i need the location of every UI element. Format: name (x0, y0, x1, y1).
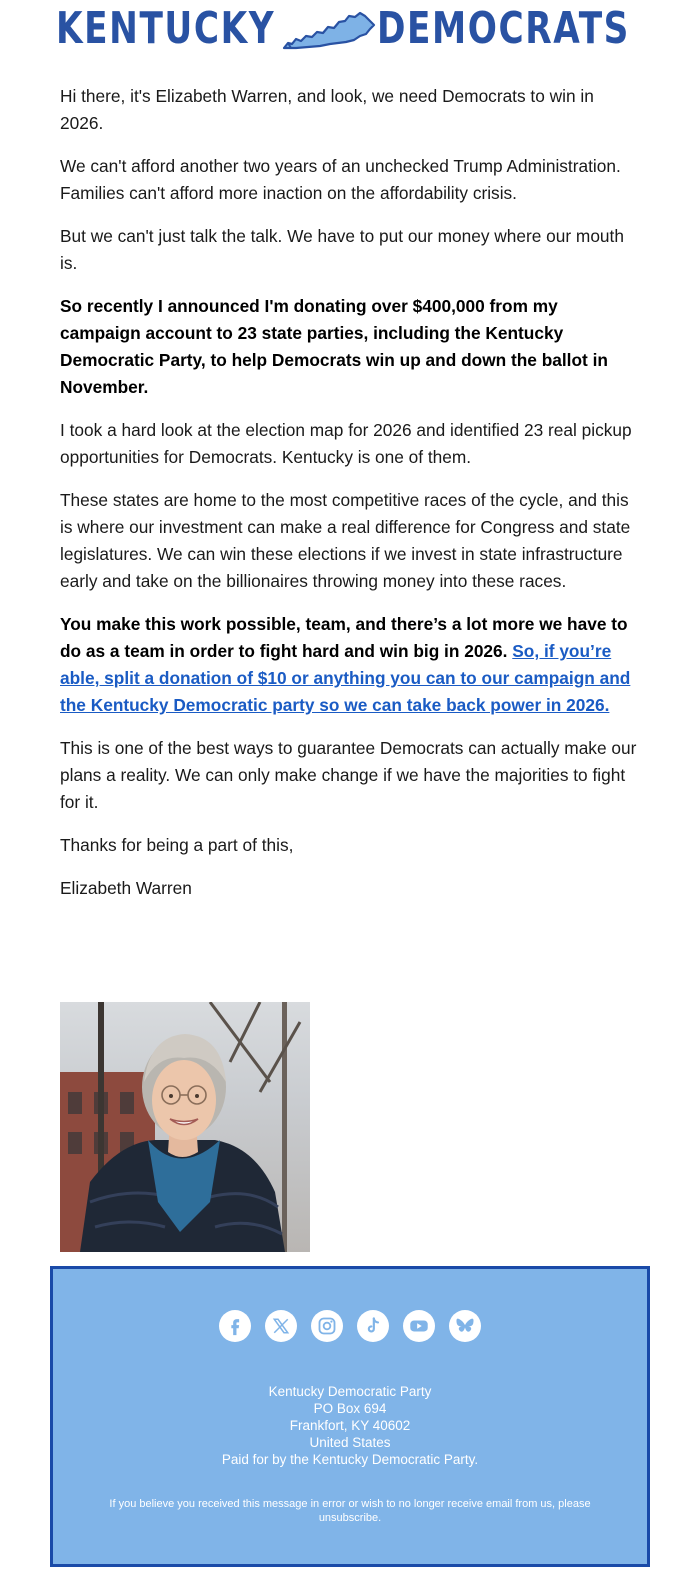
portrait-illustration (60, 1002, 310, 1252)
tiktok-icon[interactable] (357, 1310, 389, 1342)
call-to-action-text: You make this work possible, team, and there’s a lot more we have to do as a team in order to fight hard and win big in 2026. (60, 614, 628, 661)
email-footer (50, 1266, 650, 1567)
paragraph-thanks: Thanks for being a part of this, (60, 835, 294, 855)
org-name: Kentucky Democratic Party (268, 1384, 432, 1399)
instagram-icon[interactable] (311, 1310, 343, 1342)
paragraph-greeting: Hi there, it's Elizabeth Warren, and look, we need Democrats to win in 2026. (60, 86, 594, 133)
paragraph-election-map: I took a hard look at the election map for 2026 and identified 23 real pickup opportunities for Democrats. Kentucky is one of them. (60, 420, 632, 467)
po-box: PO Box 694 (313, 1401, 387, 1416)
paragraph-donation-announcement: So recently I announced I'm donating over $400,000 from my campaign account to 23 state parties, including the Kentucky Democratic Party, to help Democrats win up and down the ballot in November. (60, 296, 608, 397)
signature: Elizabeth Warren (60, 878, 192, 898)
paragraph-competitive-races: These states are home to the most competitive races of the cycle, and this is where our investment can make a real difference for Congress and state legislatures. We can win these elections if we invest in state infrastructure early and take on the billionaires throwing money into these races. (60, 490, 631, 591)
bluesky-icon[interactable] (449, 1310, 481, 1342)
email-body (60, 83, 640, 918)
donate-link[interactable]: So, if you’re able, split a donation of $10 or anything you can to our campaign and the Kentucky Democratic party so we can take back power in 2026. (60, 641, 631, 715)
logo-text-kentucky: KENTUCKY (56, 3, 276, 54)
city-state-zip: Frankfort, KY 40602 (289, 1418, 411, 1433)
email-header (0, 0, 700, 60)
youtube-icon[interactable] (403, 1310, 435, 1342)
unsubscribe-notice[interactable]: If you believe you received this message in error or wish to no longer receive email from us, please unsubscribe. (109, 1498, 591, 1524)
facebook-icon[interactable] (219, 1310, 251, 1342)
paragraph-call-to-action (60, 611, 640, 719)
logo-text-democrats: DEMOCRATS (377, 3, 630, 54)
country: United States (309, 1435, 391, 1450)
social-links (53, 1310, 647, 1342)
paragraph-trump: We can't afford another two years of an unchecked Trump Administration. Families can't afford more inaction on the affordability crisis. (60, 156, 621, 203)
kentucky-state-icon (282, 8, 376, 52)
paid-for-disclaimer: Paid for by the Kentucky Democratic Party. (221, 1452, 479, 1467)
portrait-photo (60, 1002, 310, 1252)
mailing-address (53, 1383, 647, 1468)
x-icon[interactable] (265, 1310, 297, 1342)
paragraph-majorities: This is one of the best ways to guarantee Democrats can actually make our plans a reality. We can only make change if we have the majorities to fight for it. (60, 738, 637, 812)
paragraph-talk: But we can't just talk the talk. We have to put our money where our mouth is. (60, 226, 624, 273)
